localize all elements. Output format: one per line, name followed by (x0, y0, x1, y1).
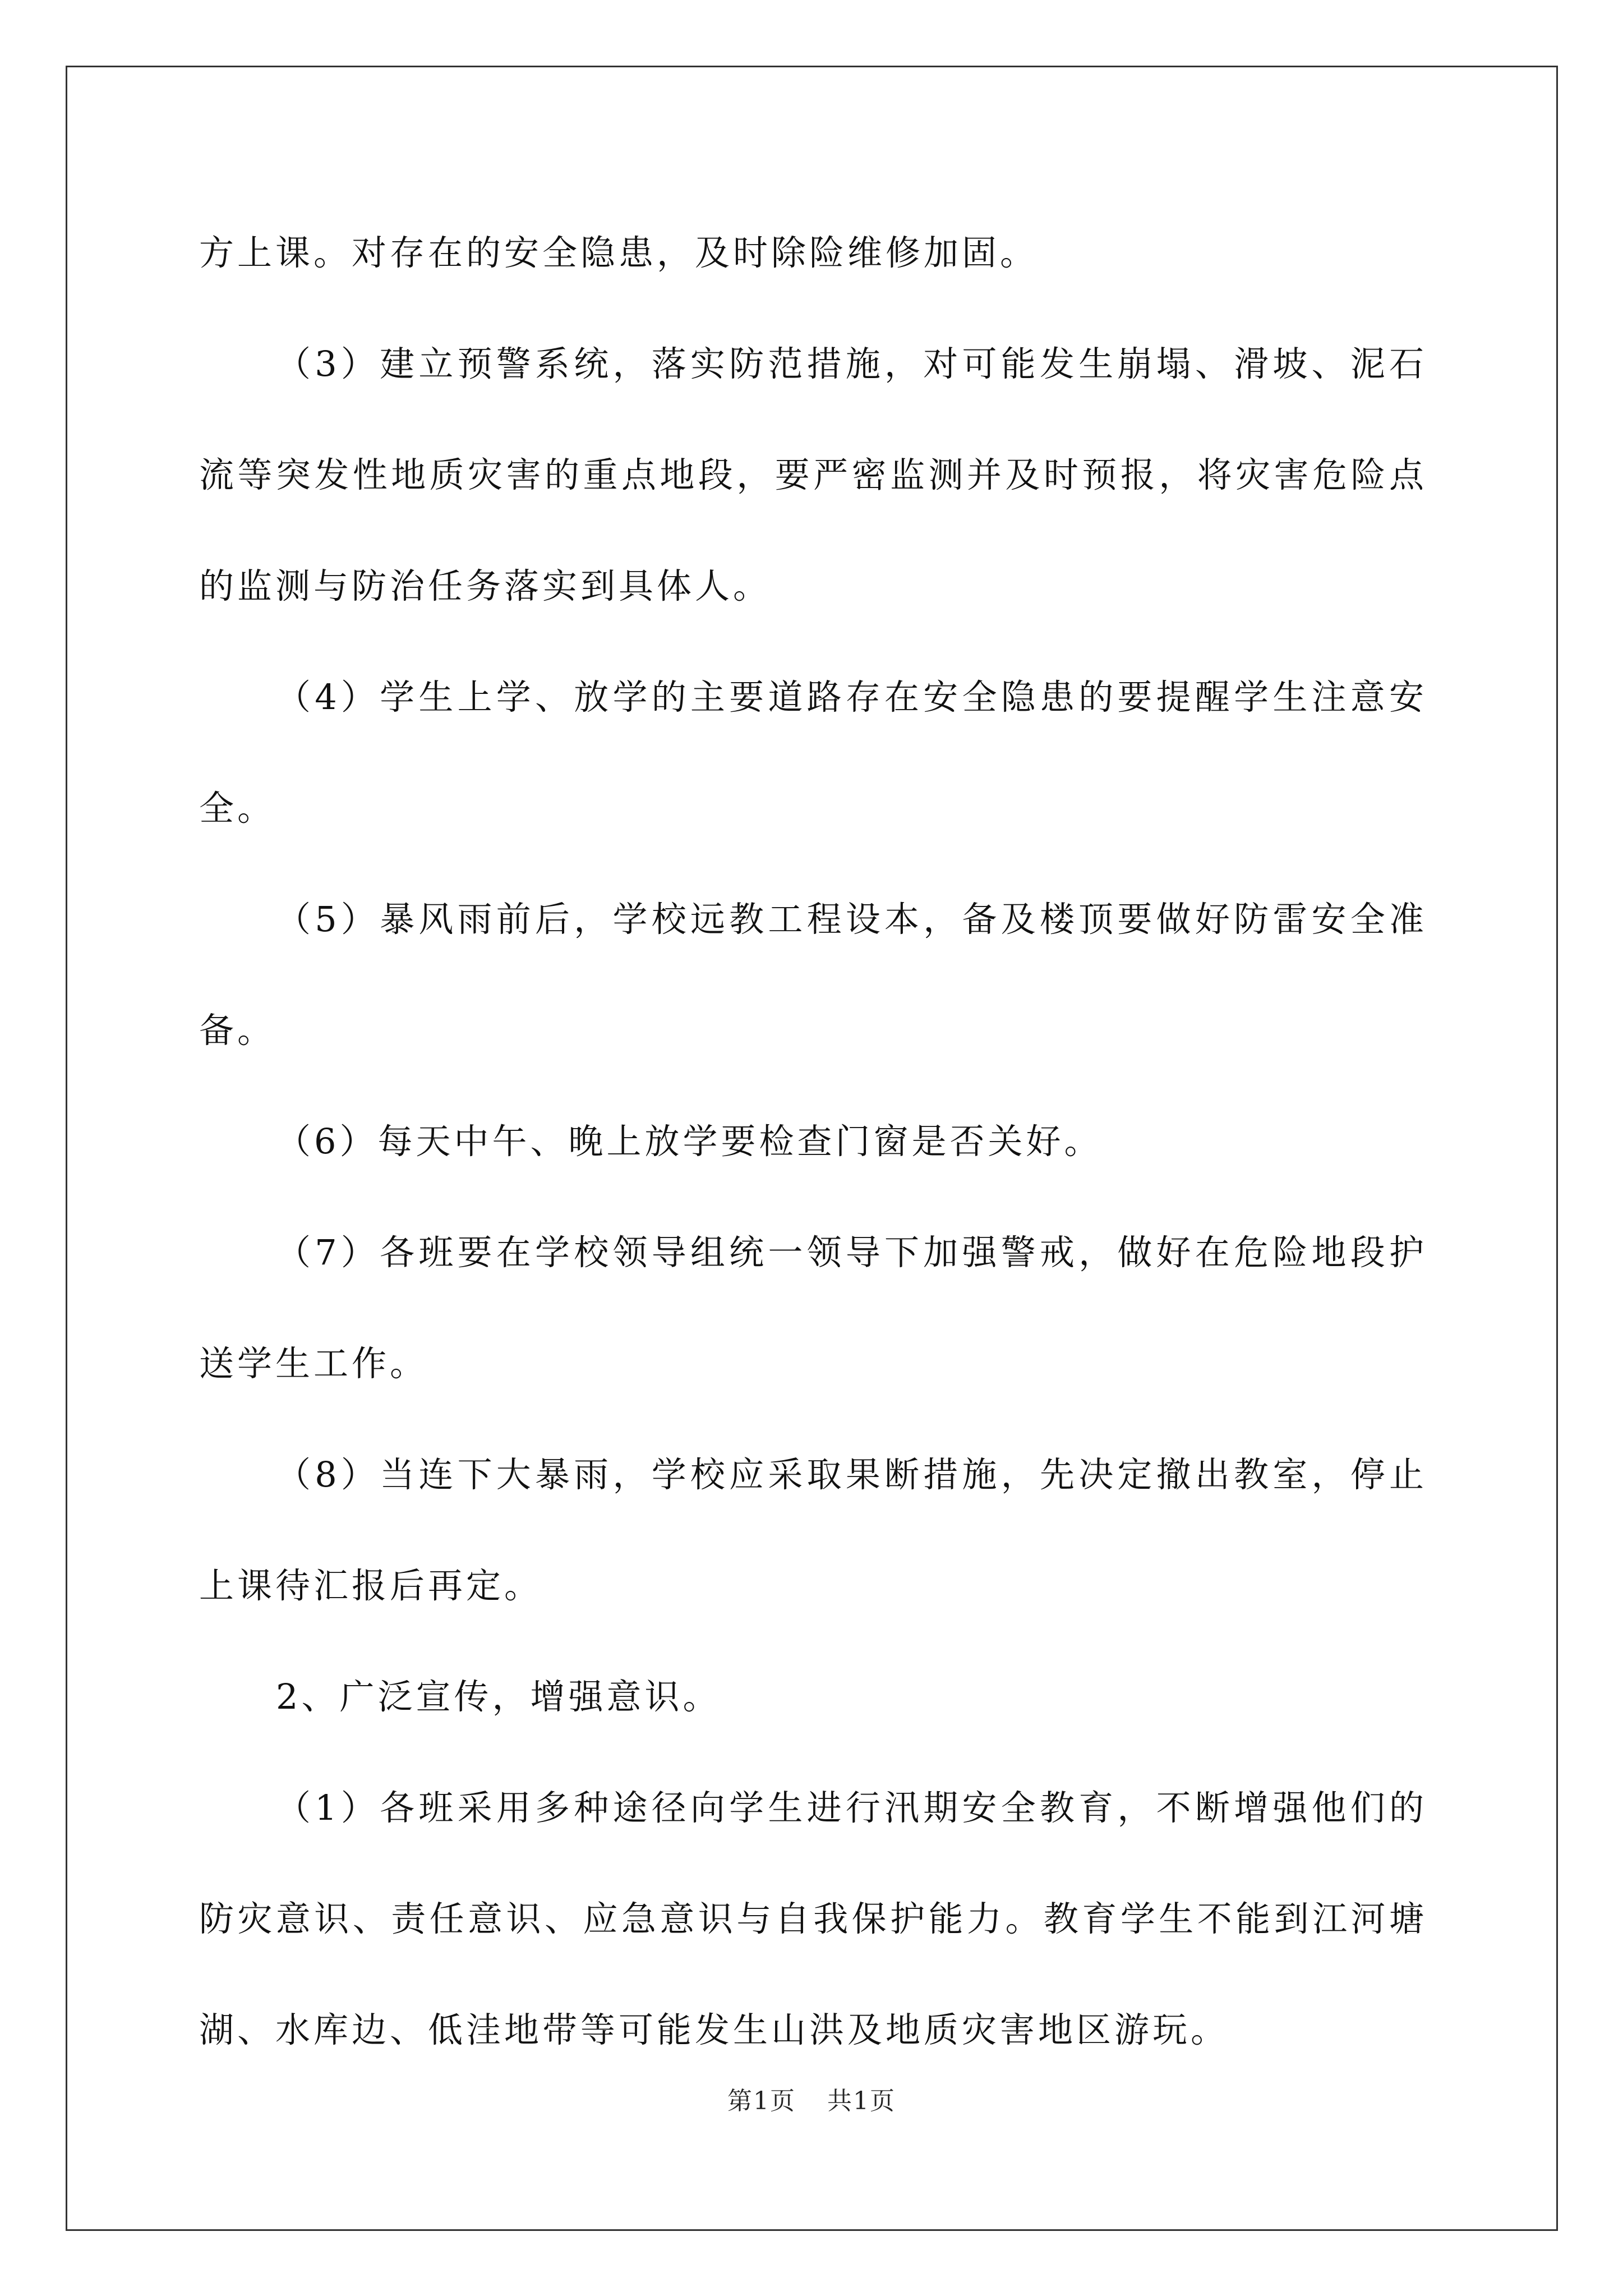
paragraph-item-4: （4）学生上学、放学的主要道路存在安全隐患的要提醒学生注意安全。 (199, 677, 1427, 829)
paragraph-continuation: 方上课。对存在的安全隐患，及时除险维修加固。 (199, 232, 1039, 273)
section-heading-2: 2、广泛宣传，增强意识。 (276, 1676, 721, 1717)
page-footer (0, 2085, 1623, 2118)
paragraph-item-7: （7）各班要在学校领导组统一领导下加强警戒，做好在危险地段护送学生工作。 (199, 1232, 1427, 1384)
paragraph-item-3: （3）建立预警系统，落实防范措施，对可能发生崩塌、滑坡、泥石流等突发性地质灾害的重点地段，要严密监测并及时预报，将灾害危险点的监测与防治任务落实到具体人。 (199, 343, 1427, 606)
document-body (199, 197, 1427, 2086)
page-total: 共1页 (827, 2087, 896, 2115)
paragraph-item-6: （6）每天中午、晚上放学要检查门窗是否关好。 (276, 1121, 1103, 1162)
paragraph-item-8: （8）当连下大暴雨，学校应采取果断措施，先决定撤出教室，停止上课待汇报后再定。 (199, 1454, 1427, 1606)
paragraph-item-5: （5）暴风雨前后，学校远教工程设本，备及楼顶要做好防雷安全准备。 (199, 899, 1427, 1051)
page-number: 第1页 (727, 2087, 796, 2115)
paragraph-item-1: （1）各班采用多种途径向学生进行汛期安全教育，不断增强他们的防灾意识、责任意识、应急意识与自我保护能力。教育学生不能到江河塘湖、水库边、低洼地带等可能发生山洪及地质灾害地区游玩。 (199, 1787, 1427, 2050)
